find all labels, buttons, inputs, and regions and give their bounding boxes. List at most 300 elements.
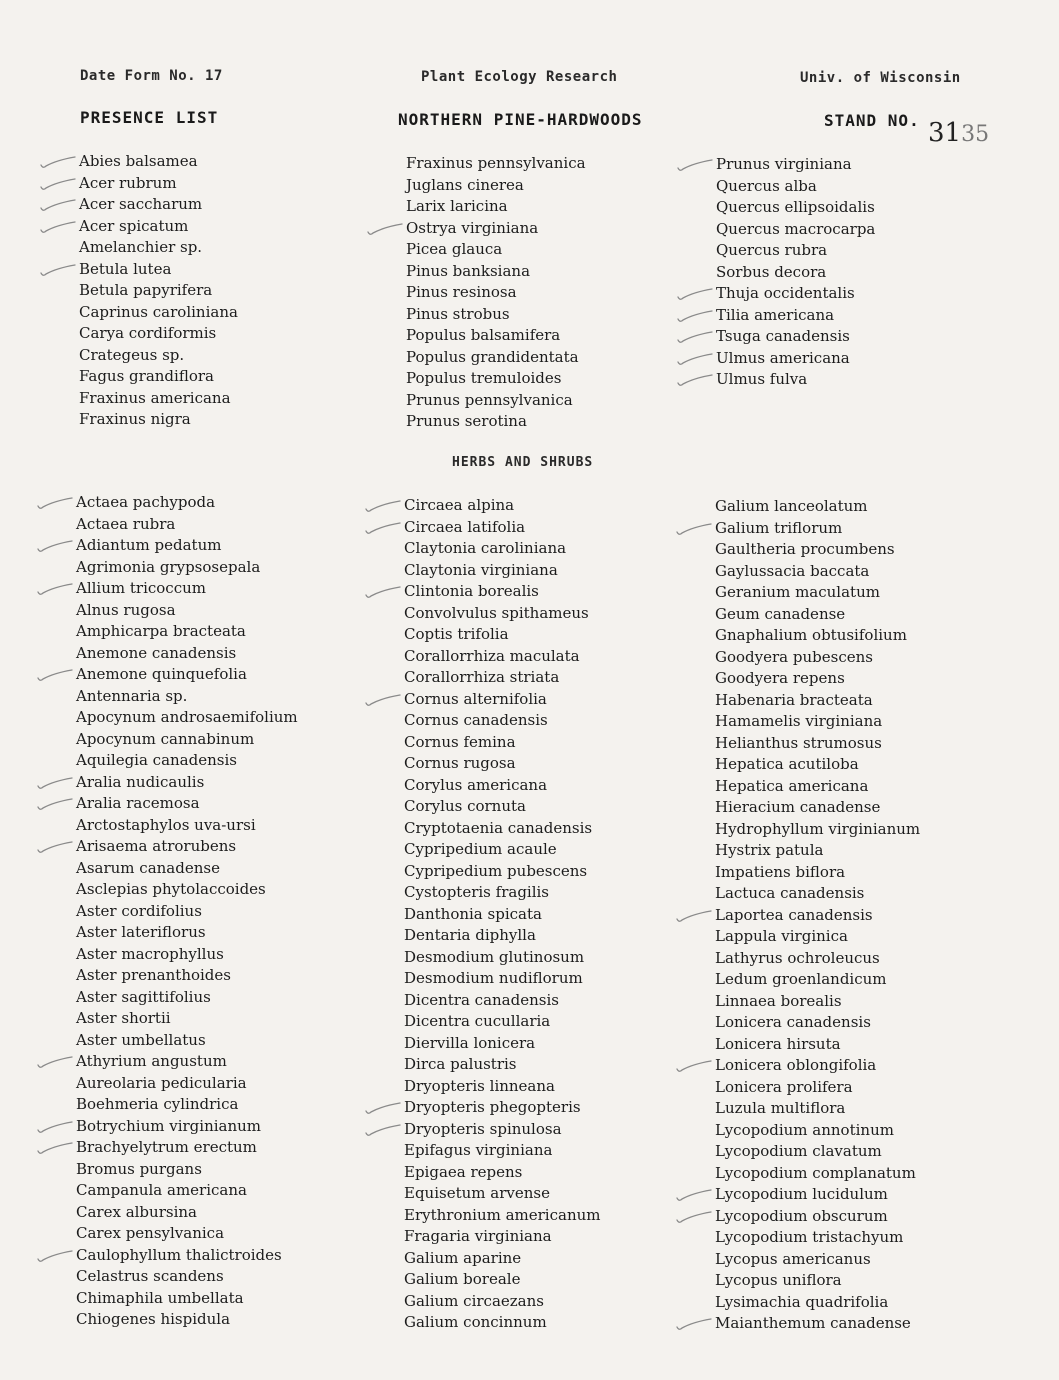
- checkmark-icon: [37, 174, 77, 194]
- species-name: Cypripedium pubescens: [404, 861, 588, 880]
- species-name: Equisetum arvense: [404, 1184, 550, 1202]
- species-name: Anemone canadensis: [76, 643, 237, 662]
- species-item: [79, 366, 238, 388]
- species-name: Hamamelis virginiana: [715, 712, 883, 730]
- checkmark-icon: [34, 837, 74, 857]
- species-name: Amelanchier sp.: [79, 238, 203, 256]
- species-name: Lycopodium clavatum: [715, 1142, 882, 1160]
- species-item: [76, 1008, 298, 1030]
- species-item: [404, 1033, 601, 1055]
- species-item: [404, 1162, 601, 1184]
- species-item: [404, 1269, 601, 1291]
- species-item: [716, 348, 875, 370]
- checkmark-icon: [37, 217, 77, 237]
- species-item: [404, 861, 601, 883]
- species-item: [406, 282, 586, 304]
- species-name: Brachyelytrum erectum: [76, 1138, 257, 1156]
- species-name: Corallorrhiza striata: [404, 668, 560, 686]
- species-name: Tilia americana: [716, 305, 835, 324]
- species-item: [404, 1226, 601, 1248]
- species-item: [715, 1012, 920, 1034]
- species-name: Populus grandidentata: [406, 347, 579, 366]
- species-item: [76, 793, 298, 815]
- species-item: [76, 1245, 298, 1267]
- species-item: [404, 1054, 601, 1076]
- species-item: [404, 968, 601, 990]
- species-name: Galium triflorum: [715, 518, 843, 537]
- species-name: Dryopteris linneana: [404, 1076, 555, 1095]
- species-name: Aster prenanthoides: [76, 966, 231, 984]
- species-item: [76, 1309, 298, 1331]
- species-item: [715, 1163, 920, 1185]
- species-item: [406, 153, 586, 175]
- checkmark-icon: [674, 370, 714, 390]
- species-name: Arisaema atrorubens: [76, 837, 237, 855]
- species-name: Pinus strobus: [406, 304, 510, 323]
- species-name: Lappula virginica: [715, 927, 848, 945]
- species-name: Populus tremuloides: [406, 369, 562, 387]
- species-name: Erythronium americanum: [404, 1205, 601, 1224]
- species-name: Lycopodium complanatum: [715, 1163, 916, 1182]
- species-item: [715, 625, 920, 647]
- species-item: [76, 901, 298, 923]
- species-item: [79, 409, 238, 431]
- species-name: Aralia racemosa: [76, 794, 200, 812]
- checkmark-icon: [37, 260, 77, 280]
- species-name: Lactuca canadensis: [715, 884, 865, 902]
- checkmark-icon: [364, 219, 404, 239]
- species-name: Claytonia caroliniana: [404, 539, 567, 557]
- species-name: Diervilla lonicera: [404, 1033, 536, 1052]
- species-name: Antennaria sp.: [76, 686, 188, 705]
- species-item: [715, 1098, 920, 1120]
- herb-list-col2: [404, 495, 601, 1334]
- checkmark-icon: [362, 690, 402, 710]
- species-item: [404, 1248, 601, 1270]
- species-item: [76, 750, 298, 772]
- species-name: Arctostaphylos uva-ursi: [76, 815, 256, 834]
- species-item: [76, 922, 298, 944]
- species-item: [406, 390, 586, 412]
- checkmark-icon: [34, 773, 74, 793]
- species-name: Quercus ellipsoidalis: [716, 198, 875, 216]
- species-item: [79, 216, 238, 238]
- species-item: [716, 369, 875, 391]
- species-item: [715, 1055, 920, 1077]
- species-item: [404, 538, 601, 560]
- species-item: [715, 582, 920, 604]
- species-item: [715, 496, 920, 518]
- species-name: Actaea rubra: [76, 514, 176, 533]
- stand-number-handwritten: [928, 118, 989, 148]
- species-name: Aster macrophyllus: [76, 944, 224, 963]
- checkmark-icon: [673, 1207, 713, 1227]
- species-name: Allium tricoccum: [76, 579, 206, 597]
- checkmark-icon: [674, 327, 714, 347]
- species-item: [76, 664, 298, 686]
- species-name: Ulmus americana: [716, 348, 850, 367]
- species-name: Lycopodium tristachyum: [715, 1228, 904, 1246]
- species-name: Epifagus virginiana: [404, 1141, 553, 1159]
- checkmark-icon: [362, 1120, 402, 1140]
- species-name: Desmodium nudiflorum: [404, 969, 583, 987]
- species-name: Dicentra canadensis: [404, 990, 559, 1009]
- species-name: Fraxinus americana: [79, 388, 231, 407]
- species-item: [404, 1183, 601, 1205]
- species-name: Laportea canadensis: [715, 905, 873, 924]
- species-name: Gnaphalium obtusifolium: [715, 626, 907, 644]
- species-name: Epigaea repens: [404, 1162, 523, 1181]
- checkmark-icon: [34, 1052, 74, 1072]
- species-item: [715, 518, 920, 540]
- species-name: Impatiens biflora: [715, 862, 846, 881]
- species-name: Lycopus uniflora: [715, 1271, 842, 1289]
- species-item: [76, 944, 298, 966]
- species-name: Cryptotaenia canadensis: [404, 818, 593, 837]
- species-item: [76, 557, 298, 579]
- species-name: Aster sagittifolius: [76, 987, 211, 1006]
- species-item: [404, 947, 601, 969]
- species-name: Aster umbellatus: [76, 1030, 206, 1049]
- species-item: [715, 1249, 920, 1271]
- species-name: Ledum groenlandicum: [715, 970, 887, 988]
- checkmark-icon: [674, 349, 714, 369]
- species-name: Thuja occidentalis: [716, 284, 855, 302]
- species-name: Luzula multiflora: [715, 1099, 846, 1117]
- species-name: Cornus rugosa: [404, 754, 516, 772]
- university-name: Univ. of Wisconsin: [800, 70, 961, 86]
- species-name: Danthonia spicata: [404, 904, 542, 923]
- herb-list-col1: [76, 492, 298, 1331]
- species-name: Quercus alba: [716, 176, 817, 195]
- stand-number-faint: 35: [961, 122, 990, 147]
- species-item: [715, 862, 920, 884]
- species-item: [76, 879, 298, 901]
- species-item: [76, 1223, 298, 1245]
- species-name: Campanula americana: [76, 1181, 247, 1199]
- species-item: [76, 987, 298, 1009]
- species-item: [715, 647, 920, 669]
- species-item: [76, 965, 298, 987]
- species-item: [76, 514, 298, 536]
- tree-list-col1: [79, 151, 238, 431]
- species-name: Asclepias phytolaccoides: [76, 880, 266, 898]
- species-item: [715, 883, 920, 905]
- herbs-section-title: HERBS AND SHRUBS: [452, 455, 594, 470]
- checkmark-icon: [362, 1098, 402, 1118]
- species-name: Goodyera repens: [715, 669, 845, 687]
- species-name: Agrimonia grypsosepala: [76, 557, 261, 576]
- species-name: Lycopodium lucidulum: [715, 1185, 888, 1203]
- species-item: [76, 1159, 298, 1181]
- species-name: Hieracium canadense: [715, 798, 881, 816]
- species-name: Amphicarpa bracteata: [76, 622, 246, 640]
- species-item: [79, 173, 238, 195]
- species-item: [76, 578, 298, 600]
- species-item: [404, 624, 601, 646]
- species-name: Galium concinnum: [404, 1313, 547, 1331]
- species-name: Corallorrhiza maculata: [404, 646, 580, 665]
- stand-label: STAND NO.: [824, 111, 920, 130]
- species-item: [406, 368, 586, 390]
- species-item: [715, 776, 920, 798]
- species-item: [79, 302, 238, 324]
- species-item: [406, 347, 586, 369]
- species-name: Circaea alpina: [404, 496, 515, 514]
- species-name: Populus balsamifera: [406, 326, 561, 344]
- species-item: [715, 1270, 920, 1292]
- species-name: Asarum canadense: [76, 858, 220, 877]
- species-name: Lonicera oblongifolia: [715, 1056, 877, 1074]
- species-item: [76, 1288, 298, 1310]
- species-item: [715, 797, 920, 819]
- checkmark-icon: [673, 1056, 713, 1076]
- species-item: [76, 643, 298, 665]
- species-item: [76, 1094, 298, 1116]
- species-item: [406, 196, 586, 218]
- checkmark-icon: [34, 665, 74, 685]
- species-item: [406, 261, 586, 283]
- species-item: [716, 219, 875, 241]
- species-name: Dicentra cucullaria: [404, 1012, 551, 1030]
- species-item: [715, 819, 920, 841]
- species-item: [715, 991, 920, 1013]
- species-name: Sorbus decora: [716, 262, 827, 281]
- species-name: Prunus virginiana: [716, 155, 852, 173]
- species-item: [404, 1119, 601, 1141]
- species-name: Athyrium angustum: [76, 1052, 227, 1070]
- species-item: [404, 1011, 601, 1033]
- species-name: Cypripedium acaule: [404, 840, 557, 858]
- species-name: Gaylussacia baccata: [715, 561, 870, 580]
- species-item: [715, 539, 920, 561]
- species-name: Helianthus strumosus: [715, 733, 882, 752]
- species-name: Anemone quinquefolia: [76, 665, 247, 683]
- species-item: [79, 280, 238, 302]
- species-item: [79, 259, 238, 281]
- species-item: [715, 1313, 920, 1335]
- species-item: [406, 218, 586, 240]
- species-item: [76, 707, 298, 729]
- species-name: Hepatica acutiloba: [715, 755, 859, 773]
- species-item: [404, 603, 601, 625]
- checkmark-icon: [34, 536, 74, 556]
- species-item: [79, 345, 238, 367]
- species-name: Larix laricina: [406, 197, 508, 215]
- species-item: [404, 775, 601, 797]
- checkmark-icon: [37, 152, 77, 172]
- species-item: [404, 581, 601, 603]
- species-name: Boehmeria cylindrica: [76, 1095, 239, 1113]
- species-name: Galium circaezans: [404, 1291, 544, 1310]
- species-item: [404, 517, 601, 539]
- checkmark-icon: [673, 1314, 713, 1334]
- checkmark-icon: [362, 518, 402, 538]
- checkmark-icon: [362, 582, 402, 602]
- checkmark-icon: [673, 519, 713, 539]
- species-name: Carex albursina: [76, 1202, 197, 1221]
- species-item: [716, 326, 875, 348]
- species-name: Bromus purgans: [76, 1159, 202, 1178]
- species-name: Tsuga canadensis: [716, 327, 850, 345]
- species-name: Caprinus caroliniana: [79, 302, 238, 321]
- species-item: [404, 710, 601, 732]
- species-name: Aquilegia canadensis: [76, 751, 237, 769]
- species-item: [76, 600, 298, 622]
- checkmark-icon: [674, 284, 714, 304]
- species-name: Fragaria virginiana: [404, 1227, 552, 1245]
- species-name: Botrychium virginianum: [76, 1116, 262, 1135]
- species-name: Circaea latifolia: [404, 517, 526, 536]
- species-name: Ulmus fulva: [716, 370, 808, 388]
- species-name: Lycopodium obscurum: [715, 1206, 888, 1225]
- species-name: Carya cordiformis: [79, 324, 217, 342]
- species-item: [404, 818, 601, 840]
- species-name: Pinus resinosa: [406, 283, 517, 301]
- checkmark-icon: [673, 1185, 713, 1205]
- species-item: [404, 560, 601, 582]
- checkmark-icon: [674, 306, 714, 326]
- species-item: [716, 240, 875, 262]
- species-name: Goodyera pubescens: [715, 647, 873, 666]
- species-name: Quercus rubra: [716, 241, 828, 259]
- species-name: Acer saccharum: [79, 195, 203, 213]
- presence-list-title: PRESENCE LIST: [80, 108, 219, 127]
- species-item: [406, 239, 586, 261]
- community-title: NORTHERN PINE-HARDWOODS: [398, 110, 643, 129]
- species-name: Betula lutea: [79, 259, 172, 278]
- species-item: [404, 925, 601, 947]
- species-name: Fraxinus nigra: [79, 410, 191, 428]
- species-name: Convolvulus spithameus: [404, 603, 589, 622]
- species-item: [79, 151, 238, 173]
- species-name: Claytonia virginiana: [404, 560, 558, 579]
- species-item: [404, 667, 601, 689]
- species-item: [76, 1030, 298, 1052]
- species-name: Geranium maculatum: [715, 583, 880, 601]
- species-item: [716, 262, 875, 284]
- species-name: Corylus cornuta: [404, 797, 526, 815]
- species-name: Carex pensylvanica: [76, 1224, 225, 1242]
- species-name: Dirca palustris: [404, 1055, 517, 1073]
- species-item: [76, 772, 298, 794]
- checkmark-icon: [674, 155, 714, 175]
- checkmark-icon: [34, 493, 74, 513]
- species-item: [715, 668, 920, 690]
- species-name: Gaultheria procumbens: [715, 540, 895, 558]
- tree-list-col2: [406, 153, 586, 433]
- stand-number-main: 31: [928, 118, 962, 148]
- checkmark-icon: [34, 1246, 74, 1266]
- species-item: [715, 948, 920, 970]
- species-name: Quercus macrocarpa: [716, 219, 876, 238]
- species-name: Coptis trifolia: [404, 625, 509, 643]
- species-item: [79, 388, 238, 410]
- species-name: Galium aparine: [404, 1248, 522, 1267]
- species-name: Aureolaria pedicularia: [76, 1073, 247, 1092]
- species-name: Dentaria diphylla: [404, 926, 536, 944]
- species-name: Lonicera prolifera: [715, 1077, 853, 1096]
- species-item: [76, 1137, 298, 1159]
- species-name: Picea glauca: [406, 240, 503, 258]
- species-item: [715, 754, 920, 776]
- species-item: [715, 1141, 920, 1163]
- species-item: [715, 711, 920, 733]
- species-item: [404, 753, 601, 775]
- species-item: [79, 323, 238, 345]
- species-item: [76, 815, 298, 837]
- species-item: [715, 926, 920, 948]
- species-item: [715, 1184, 920, 1206]
- species-item: [715, 969, 920, 991]
- species-item: [76, 686, 298, 708]
- species-item: [404, 796, 601, 818]
- lab-name: Plant Ecology Research: [421, 69, 618, 85]
- species-item: [406, 304, 586, 326]
- species-item: [715, 733, 920, 755]
- species-name: Aster cordifolius: [76, 901, 202, 920]
- species-item: [404, 1076, 601, 1098]
- checkmark-icon: [362, 496, 402, 516]
- species-item: [79, 237, 238, 259]
- checkmark-icon: [34, 1138, 74, 1158]
- species-name: Lonicera canadensis: [715, 1013, 871, 1031]
- species-item: [76, 1266, 298, 1288]
- species-item: [404, 1140, 601, 1162]
- species-item: [76, 535, 298, 557]
- species-name: Cornus canadensis: [404, 711, 548, 729]
- species-name: Betula papyrifera: [79, 281, 213, 299]
- species-name: Hystrix patula: [715, 841, 824, 859]
- species-name: Habenaria bracteata: [715, 690, 873, 709]
- species-name: Geum canadense: [715, 604, 846, 623]
- species-item: [715, 604, 920, 626]
- species-item: [76, 1116, 298, 1138]
- species-name: Hepatica americana: [715, 776, 869, 795]
- species-name: Dryopteris phegopteris: [404, 1098, 581, 1116]
- species-item: [715, 1120, 920, 1142]
- species-item: [76, 492, 298, 514]
- species-name: Fraxinus pennsylvanica: [406, 154, 586, 172]
- species-name: Galium lanceolatum: [715, 497, 868, 515]
- species-item: [404, 1312, 601, 1334]
- species-name: Alnus rugosa: [76, 600, 176, 619]
- species-name: Prunus pennsylvanica: [406, 390, 573, 409]
- species-name: Abies balsamea: [79, 152, 198, 170]
- species-item: [404, 495, 601, 517]
- species-item: [715, 1077, 920, 1099]
- species-item: [716, 197, 875, 219]
- species-name: Adiantum pedatum: [76, 536, 222, 554]
- species-item: [715, 1227, 920, 1249]
- species-name: Aralia nudicaulis: [76, 772, 205, 791]
- species-item: [76, 1180, 298, 1202]
- checkmark-icon: [34, 1117, 74, 1137]
- species-item: [76, 621, 298, 643]
- species-item: [404, 904, 601, 926]
- species-item: [404, 839, 601, 861]
- species-item: [406, 325, 586, 347]
- checkmark-icon: [673, 906, 713, 926]
- species-name: Lysimachia quadrifolia: [715, 1292, 889, 1311]
- species-name: Chimaphila umbellata: [76, 1288, 244, 1307]
- species-name: Dryopteris spinulosa: [404, 1119, 562, 1138]
- species-item: [404, 1291, 601, 1313]
- species-item: [79, 194, 238, 216]
- species-name: Actaea pachypoda: [76, 493, 216, 511]
- species-name: Aster shortii: [76, 1009, 171, 1027]
- checkmark-icon: [34, 579, 74, 599]
